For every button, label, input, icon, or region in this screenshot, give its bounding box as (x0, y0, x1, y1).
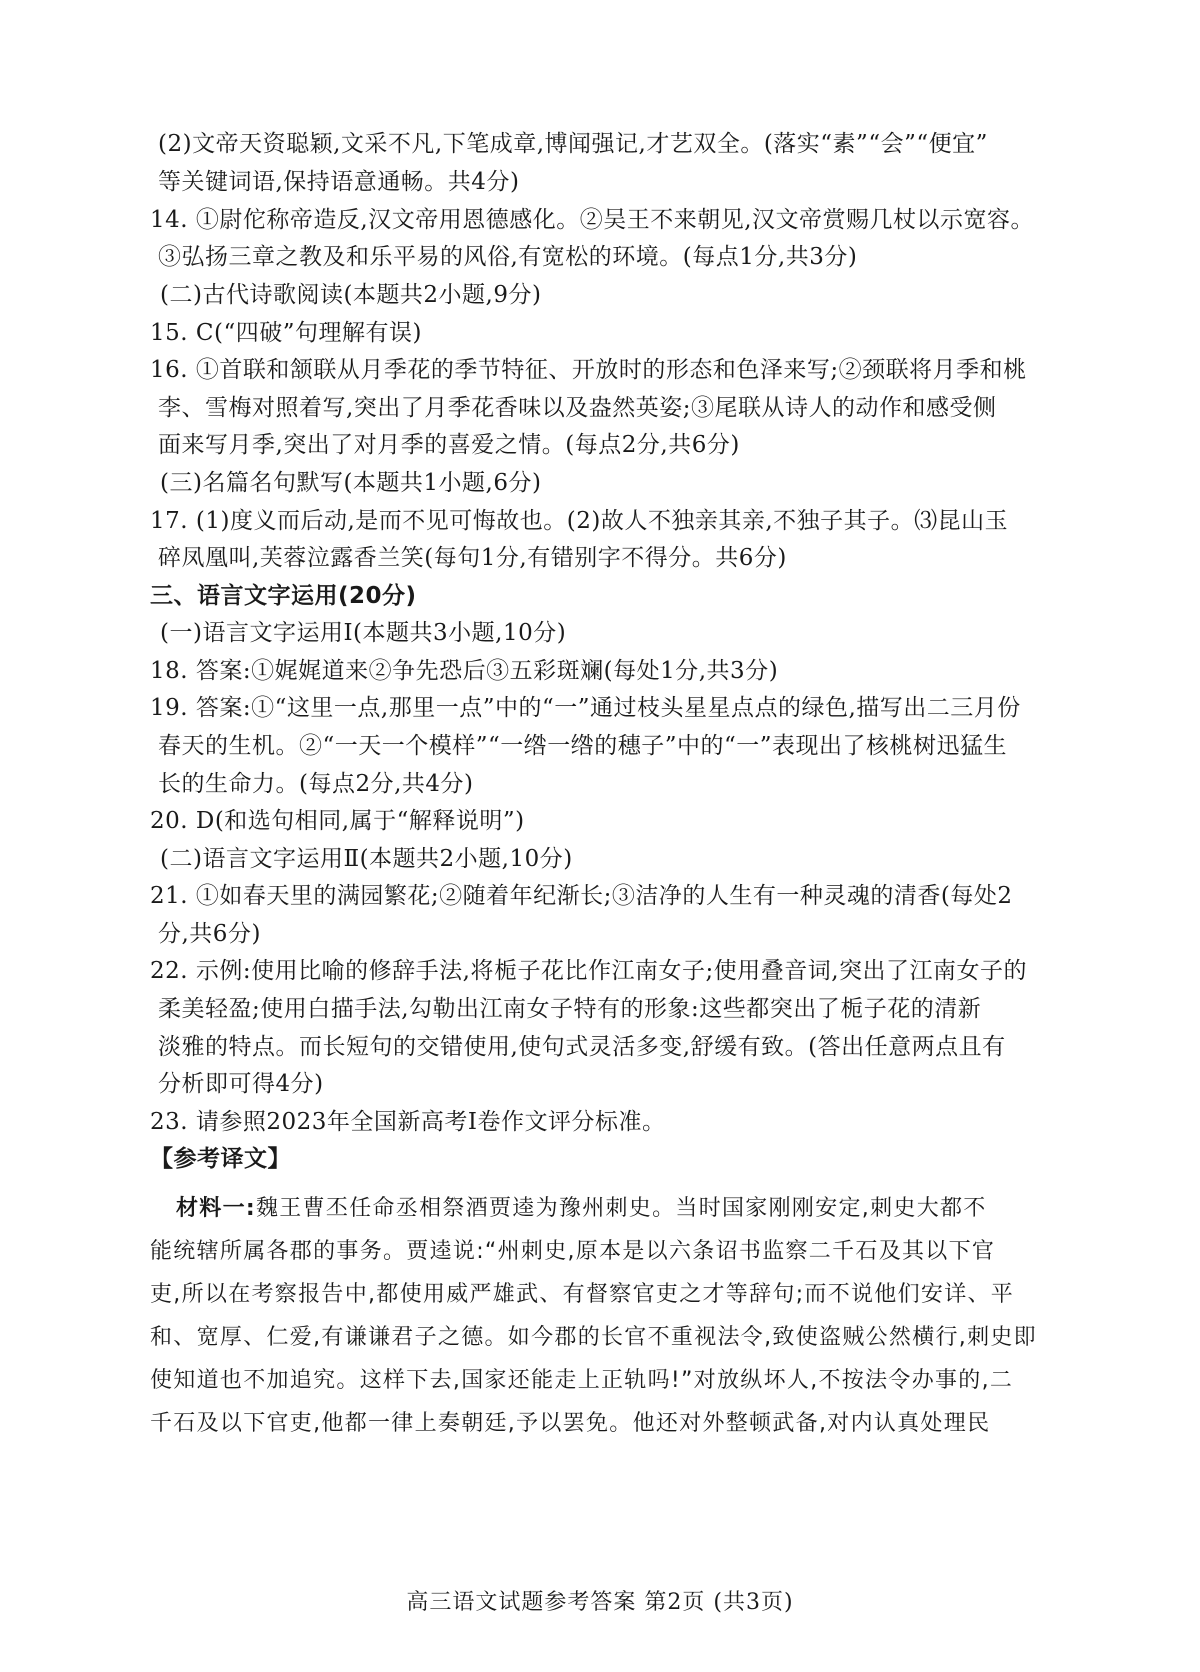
translation-line-6: 千石及以下官吏,他都一律上奏朝廷,予以罢免。他还对外整顿武备,对内认真处理民 (150, 1411, 991, 1436)
answer-22-line-2: 柔美轻盈;使用白描手法,勾勒出江南女子特有的形象:这些都突出了栀子花的清新 (158, 996, 982, 1022)
section-famous-lines-heading: (三)名篇名句默写(本题共1小题,6分) (160, 470, 542, 496)
answer-18: 18. 答案:①娓娓道来②争先恐后③五彩斑斓(每处1分,共3分) (150, 658, 779, 684)
part-three-heading: 三、语言文字运用(20分) (150, 583, 417, 609)
answer-22-line-3: 淡雅的特点。而长短句的交错使用,使句式灵活多变,舒缓有致。(答出任意两点且有 (158, 1034, 1006, 1060)
answer-16-line-2: 李、雪梅对照着写,突出了月季花香味以及盎然英姿;③尾联从诗人的动作和感受侧 (158, 395, 997, 421)
section-language-use-1-heading: (一)语言文字运用Ⅰ(本题共3小题,10分) (160, 620, 567, 646)
answer-21-line-1: 21. ①如春天里的满园繁花;②随着年纪渐长;③洁净的人生有一种灵魂的清香(每处2 (150, 883, 1013, 909)
answer-16-line-3: 面来写月季,突出了对月季的喜爱之情。(每点2分,共6分) (158, 432, 740, 458)
answer-19-line-1: 19. 答案:①“这里一点,那里一点”中的“一”通过枝头星星点点的绿色,描写出二三月份 (150, 695, 1021, 721)
material-one-label: 材料一: (176, 1196, 256, 1221)
answer-19-line-3: 长的生命力。(每点2分,共4分) (158, 771, 474, 797)
section-language-use-2-heading: (二)语言文字运用Ⅱ(本题共2小题,10分) (160, 846, 573, 872)
answer-13-2-line-1: (2)文帝天资聪颖,文采不凡,下笔成章,博闻强记,才艺双全。(落实“素”“会”“便宜” (158, 131, 988, 157)
section-ancient-poetry-heading: (二)古代诗歌阅读(本题共2小题,9分) (160, 282, 542, 308)
reference-translation-heading: 【参考译文】 (150, 1146, 291, 1172)
answer-15: 15. C(“四破”句理解有误) (150, 320, 422, 346)
translation-line-5: 使知道也不加追究。这样下去,国家还能走上正轨吗!”对放纵坏人,不按法令办事的,二 (150, 1368, 1014, 1393)
answer-13-2-line-2: 等关键词语,保持语意通畅。共4分) (158, 169, 520, 195)
answer-16-line-1: 16. ①首联和颔联从月季花的季节特征、开放时的形态和色泽来写;②颈联将月季和桃 (150, 357, 1027, 383)
answer-21-line-2: 分,共6分) (158, 921, 261, 947)
answer-20: 20. D(和选句相同,属于“解释说明”) (150, 808, 525, 834)
answer-14-line-1: 14. ①尉佗称帝造反,汉文帝用恩德感化。②吴王不来朝见,汉文帝赏赐几杖以示宽容。 (150, 207, 1035, 233)
answer-14-line-2: ③弘扬三章之教及和乐平易的风俗,有宽松的环境。(每点1分,共3分) (158, 244, 858, 270)
translation-line-1 (176, 1193, 1136, 1225)
translation-line-2: 能统辖所属各郡的事务。贾逵说:“州刺史,原本是以六条诏书监察二千石及其以下官 (150, 1239, 996, 1264)
answer-19-line-2: 春天的生机。②“一天一个模样”“一绺一绺的穗子”中的“一”表现出了核桃树迅猛生 (158, 733, 1008, 759)
translation-line-4: 和、宽厚、仁爱,有谦谦君子之德。如今郡的长官不重视法令,致使盗贼公然横行,刺史即 (150, 1325, 1037, 1350)
answer-17-line-1: 17. (1)度义而后动,是而不见可悔故也。(2)故人不独亲其亲,不独子其子。⑶昆山玉 (150, 508, 1009, 534)
answer-22-line-1: 22. 示例:使用比喻的修辞手法,将栀子花比作江南女子;使用叠音词,突出了江南女子的 (150, 958, 1028, 984)
answer-22-line-4: 分析即可得4分) (158, 1071, 324, 1097)
answer-23: 23. 请参照2023年全国新高考Ⅰ卷作文评分标准。 (150, 1109, 666, 1135)
translation-line-3: 吏,所以在考察报告中,都使用威严雄武、有督察官吏之才等辞句;而不说他们安详、平 (150, 1282, 1015, 1307)
translation-line-1-text: 魏王曹丕任命丞相祭酒贾逵为豫州刺史。当时国家刚刚安定,刺史大都不 (256, 1196, 987, 1221)
page-footer: 高三语文试题参考答案 第2页 (共3页) (406, 1590, 794, 1615)
answer-17-line-2: 碎凤凰叫,芙蓉泣露香兰笑(每句1分,有错别字不得分。共6分) (158, 545, 787, 571)
